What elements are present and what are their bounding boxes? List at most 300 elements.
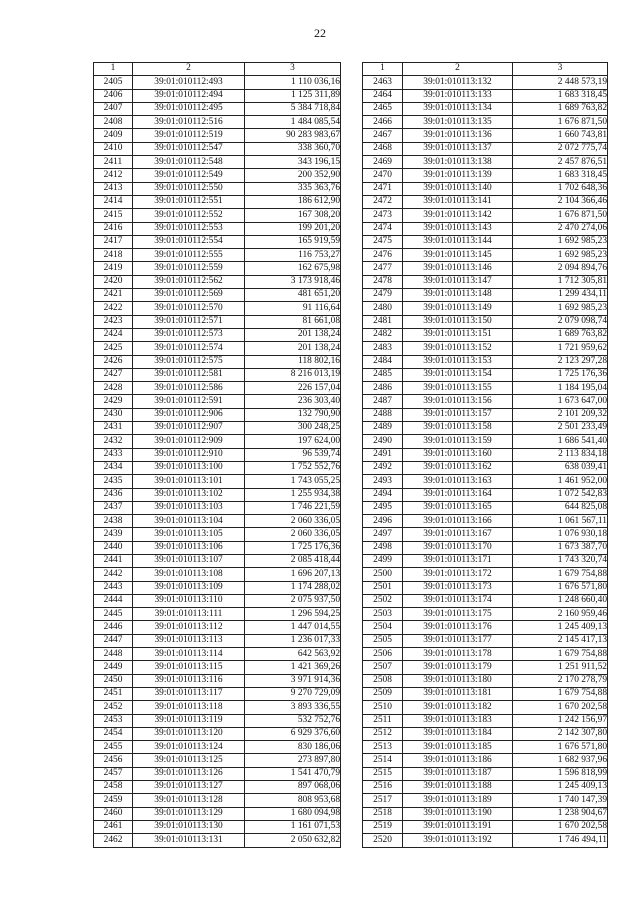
table-row xyxy=(363,435,608,448)
table-row xyxy=(363,156,608,169)
table-row xyxy=(363,408,608,421)
cadastral-value: 201 138,24 xyxy=(245,342,341,355)
table-row xyxy=(363,328,608,341)
table-row xyxy=(363,621,608,634)
cadastral-value: 2 075 937,50 xyxy=(245,594,341,607)
row-number: 2470 xyxy=(363,169,403,182)
row-number: 2496 xyxy=(363,515,403,528)
row-number: 2467 xyxy=(363,129,403,142)
cadastral-number: 39:01:010112:573 xyxy=(133,328,245,341)
cadastral-value: 1 110 036,16 xyxy=(245,76,341,89)
row-number: 2416 xyxy=(94,222,133,235)
row-number: 2461 xyxy=(94,820,133,833)
table-row xyxy=(94,195,341,208)
cadastral-number: 39:01:010113:130 xyxy=(133,820,245,833)
cadastral-number: 39:01:010113:118 xyxy=(133,701,245,714)
table-row xyxy=(363,515,608,528)
cadastral-value: 2 104 366,46 xyxy=(513,195,608,208)
cadastral-number: 39:01:010113:126 xyxy=(133,767,245,780)
table-row xyxy=(94,89,341,102)
cadastral-value: 2 142 307,80 xyxy=(513,727,608,740)
cadastral-number: 39:01:010113:111 xyxy=(133,608,245,621)
row-number: 2462 xyxy=(94,834,133,847)
table-row xyxy=(94,515,341,528)
row-number: 2476 xyxy=(363,249,403,262)
cadastral-value: 1 686 541,40 xyxy=(513,435,608,448)
table-row xyxy=(94,275,341,288)
cadastral-number: 39:01:010112:909 xyxy=(133,435,245,448)
row-number: 2500 xyxy=(363,568,403,581)
row-number: 2492 xyxy=(363,461,403,474)
row-number: 2510 xyxy=(363,701,403,714)
table-row xyxy=(94,501,341,514)
table-row xyxy=(363,554,608,567)
cadastral-value: 1 725 176,36 xyxy=(245,541,341,554)
cadastral-number: 39:01:010113:192 xyxy=(403,834,513,847)
row-number: 2410 xyxy=(94,142,133,155)
table-row xyxy=(363,355,608,368)
cadastral-value: 2 501 233,49 xyxy=(513,422,608,435)
cadastral-number: 39:01:010113:101 xyxy=(133,475,245,488)
table-row xyxy=(94,116,341,129)
cadastral-number: 39:01:010113:187 xyxy=(403,767,513,780)
row-number: 2425 xyxy=(94,342,133,355)
row-number: 2453 xyxy=(94,714,133,727)
table-row xyxy=(363,501,608,514)
header-row xyxy=(363,63,608,76)
row-number: 2494 xyxy=(363,488,403,501)
table-row xyxy=(363,634,608,647)
table-row xyxy=(363,541,608,554)
row-number: 2484 xyxy=(363,355,403,368)
cadastral-value: 2 050 632,82 xyxy=(245,834,341,847)
cadastral-number: 39:01:010112:551 xyxy=(133,195,245,208)
cadastral-value: 200 352,90 xyxy=(245,169,341,182)
row-number: 2443 xyxy=(94,581,133,594)
row-number: 2424 xyxy=(94,328,133,341)
row-number: 2506 xyxy=(363,648,403,661)
table-row xyxy=(363,661,608,674)
cadastral-value: 481 651,20 xyxy=(245,289,341,302)
table-row xyxy=(94,355,341,368)
row-number: 2439 xyxy=(94,528,133,541)
cadastral-number: 39:01:010113:140 xyxy=(403,182,513,195)
cadastral-value: 5 384 718,84 xyxy=(245,102,341,115)
cadastral-number: 39:01:010113:180 xyxy=(403,674,513,687)
cadastral-value: 1 683 318,45 xyxy=(513,89,608,102)
cadastral-number: 39:01:010113:117 xyxy=(133,687,245,700)
table-row xyxy=(363,714,608,727)
row-number: 2473 xyxy=(363,209,403,222)
cadastral-value: 642 563,92 xyxy=(245,648,341,661)
cadastral-number: 39:01:010113:150 xyxy=(403,315,513,328)
row-number: 2483 xyxy=(363,342,403,355)
cadastral-value: 1 670 202,58 xyxy=(513,701,608,714)
row-number: 2498 xyxy=(363,541,403,554)
column-header: 1 xyxy=(363,63,403,76)
row-number: 2432 xyxy=(94,435,133,448)
row-number: 2417 xyxy=(94,235,133,248)
cadastral-value: 1 184 195,04 xyxy=(513,382,608,395)
table-row xyxy=(94,781,341,794)
cadastral-value: 2 170 278,79 xyxy=(513,674,608,687)
table-row xyxy=(94,820,341,833)
cadastral-value: 1 076 930,18 xyxy=(513,528,608,541)
table-row xyxy=(94,581,341,594)
cadastral-value: 226 157,04 xyxy=(245,382,341,395)
table-row xyxy=(94,634,341,647)
table-row xyxy=(94,395,341,408)
cadastral-number: 39:01:010113:133 xyxy=(403,89,513,102)
cadastral-value: 162 675,98 xyxy=(245,262,341,275)
cadastral-value: 1 752 552,76 xyxy=(245,461,341,474)
cadastral-value: 1 679 754,88 xyxy=(513,687,608,700)
cadastral-value: 1 541 470,79 xyxy=(245,767,341,780)
cadastral-value: 532 752,76 xyxy=(245,714,341,727)
row-number: 2445 xyxy=(94,608,133,621)
row-number: 2438 xyxy=(94,515,133,528)
cadastral-value: 1 676 571,80 xyxy=(513,741,608,754)
cadastral-number: 39:01:010113:157 xyxy=(403,408,513,421)
row-number: 2509 xyxy=(363,687,403,700)
cadastral-number: 39:01:010113:144 xyxy=(403,235,513,248)
cadastral-number: 39:01:010113:167 xyxy=(403,528,513,541)
cadastral-number: 39:01:010113:155 xyxy=(403,382,513,395)
cadastral-value: 1 689 763,82 xyxy=(513,102,608,115)
cadastral-number: 39:01:010113:112 xyxy=(133,621,245,634)
cadastral-value: 1 673 387,70 xyxy=(513,541,608,554)
cadastral-number: 39:01:010113:191 xyxy=(403,820,513,833)
cadastral-number: 39:01:010113:163 xyxy=(403,475,513,488)
cadastral-value: 1 670 202,58 xyxy=(513,820,608,833)
cadastral-value: 1 174 288,02 xyxy=(245,581,341,594)
cadastral-number: 39:01:010113:172 xyxy=(403,568,513,581)
column-header: 1 xyxy=(94,63,133,76)
row-number: 2474 xyxy=(363,222,403,235)
table-row xyxy=(363,262,608,275)
table-row xyxy=(363,648,608,661)
row-number: 2458 xyxy=(94,781,133,794)
column-header: 2 xyxy=(133,63,245,76)
row-number: 2454 xyxy=(94,727,133,740)
row-number: 2468 xyxy=(363,142,403,155)
table-row xyxy=(94,568,341,581)
row-number: 2413 xyxy=(94,182,133,195)
cadastral-number: 39:01:010112:548 xyxy=(133,156,245,169)
table-body-right xyxy=(363,76,608,847)
row-number: 2493 xyxy=(363,475,403,488)
table-row xyxy=(363,807,608,820)
cadastral-number: 39:01:010113:132 xyxy=(403,76,513,89)
row-number: 2466 xyxy=(363,116,403,129)
cadastral-value: 186 612,90 xyxy=(245,195,341,208)
cadastral-value: 1 692 985,23 xyxy=(513,249,608,262)
cadastral-number: 39:01:010113:177 xyxy=(403,634,513,647)
cadastral-number: 39:01:010113:131 xyxy=(133,834,245,847)
cadastral-value: 165 919,59 xyxy=(245,235,341,248)
table-row xyxy=(363,422,608,435)
cadastral-number: 39:01:010113:129 xyxy=(133,807,245,820)
cadastral-number: 39:01:010113:145 xyxy=(403,249,513,262)
row-number: 2482 xyxy=(363,328,403,341)
table-row xyxy=(363,222,608,235)
cadastral-number: 39:01:010112:569 xyxy=(133,289,245,302)
table-row xyxy=(363,727,608,740)
table-row xyxy=(94,328,341,341)
table-row xyxy=(94,807,341,820)
row-number: 2426 xyxy=(94,355,133,368)
column-header: 3 xyxy=(245,63,341,76)
table-row xyxy=(363,781,608,794)
cadastral-value: 1 746 494,11 xyxy=(513,834,608,847)
cadastral-value: 1 679 754,88 xyxy=(513,648,608,661)
row-number: 2501 xyxy=(363,581,403,594)
cadastral-value: 1 299 434,11 xyxy=(513,289,608,302)
cadastral-value: 201 138,24 xyxy=(245,328,341,341)
cadastral-value: 1 242 156,97 xyxy=(513,714,608,727)
row-number: 2502 xyxy=(363,594,403,607)
table-row xyxy=(363,395,608,408)
cadastral-number: 39:01:010112:516 xyxy=(133,116,245,129)
cadastral-number: 39:01:010112:906 xyxy=(133,408,245,421)
cadastral-number: 39:01:010112:586 xyxy=(133,382,245,395)
cadastral-number: 39:01:010113:114 xyxy=(133,648,245,661)
cadastral-value: 9 270 729,09 xyxy=(245,687,341,700)
cadastral-table-right xyxy=(362,62,608,848)
row-number: 2487 xyxy=(363,395,403,408)
cadastral-number: 39:01:010112:550 xyxy=(133,182,245,195)
row-number: 2429 xyxy=(94,395,133,408)
table-row xyxy=(363,209,608,222)
table-row xyxy=(363,568,608,581)
table-row xyxy=(94,222,341,235)
cadastral-number: 39:01:010113:184 xyxy=(403,727,513,740)
table-row xyxy=(94,435,341,448)
row-number: 2436 xyxy=(94,488,133,501)
cadastral-value: 1 245 409,13 xyxy=(513,781,608,794)
cadastral-value: 199 201,20 xyxy=(245,222,341,235)
cadastral-value: 1 236 017,33 xyxy=(245,634,341,647)
cadastral-number: 39:01:010113:119 xyxy=(133,714,245,727)
cadastral-number: 39:01:010112:554 xyxy=(133,235,245,248)
table-row xyxy=(363,382,608,395)
row-number: 2511 xyxy=(363,714,403,727)
row-number: 2428 xyxy=(94,382,133,395)
row-number: 2414 xyxy=(94,195,133,208)
row-number: 2520 xyxy=(363,834,403,847)
row-number: 2405 xyxy=(94,76,133,89)
row-number: 2481 xyxy=(363,315,403,328)
row-number: 2440 xyxy=(94,541,133,554)
cadastral-value: 1 660 743,81 xyxy=(513,129,608,142)
cadastral-number: 39:01:010113:120 xyxy=(133,727,245,740)
row-number: 2437 xyxy=(94,501,133,514)
header-row xyxy=(94,63,341,76)
table-row xyxy=(363,608,608,621)
table-row xyxy=(363,195,608,208)
table-row xyxy=(363,461,608,474)
cadastral-value: 1 746 221,59 xyxy=(245,501,341,514)
cadastral-value: 1 721 959,62 xyxy=(513,342,608,355)
cadastral-number: 39:01:010113:100 xyxy=(133,461,245,474)
row-number: 2455 xyxy=(94,741,133,754)
cadastral-value: 1 692 985,23 xyxy=(513,235,608,248)
row-number: 2444 xyxy=(94,594,133,607)
cadastral-value: 1 680 094,98 xyxy=(245,807,341,820)
cadastral-value: 132 790,90 xyxy=(245,408,341,421)
row-number: 2505 xyxy=(363,634,403,647)
cadastral-value: 830 186,06 xyxy=(245,741,341,754)
cadastral-number: 39:01:010112:571 xyxy=(133,315,245,328)
row-number: 2507 xyxy=(363,661,403,674)
row-number: 2518 xyxy=(363,807,403,820)
cadastral-value: 1 245 409,13 xyxy=(513,621,608,634)
cadastral-value: 1 712 305,81 xyxy=(513,275,608,288)
table-row xyxy=(94,727,341,740)
table-row xyxy=(94,648,341,661)
row-number: 2431 xyxy=(94,422,133,435)
cadastral-number: 39:01:010112:581 xyxy=(133,368,245,381)
cadastral-number: 39:01:010113:106 xyxy=(133,541,245,554)
cadastral-value: 1 676 571,80 xyxy=(513,581,608,594)
row-number: 2514 xyxy=(363,754,403,767)
table-row xyxy=(94,488,341,501)
row-number: 2427 xyxy=(94,368,133,381)
table-row xyxy=(94,235,341,248)
table-row xyxy=(363,701,608,714)
row-number: 2435 xyxy=(94,475,133,488)
cadastral-number: 39:01:010113:179 xyxy=(403,661,513,674)
row-number: 2499 xyxy=(363,554,403,567)
cadastral-number: 39:01:010113:183 xyxy=(403,714,513,727)
row-number: 2503 xyxy=(363,608,403,621)
cadastral-value: 236 303,40 xyxy=(245,395,341,408)
page-number: 22 xyxy=(314,26,326,40)
cadastral-number: 39:01:010112:574 xyxy=(133,342,245,355)
table-row xyxy=(94,594,341,607)
table-row xyxy=(94,142,341,155)
cadastral-value: 2 060 336,05 xyxy=(245,528,341,541)
cadastral-number: 39:01:010113:165 xyxy=(403,501,513,514)
row-number: 2441 xyxy=(94,554,133,567)
cadastral-value: 808 953,68 xyxy=(245,794,341,807)
row-number: 2516 xyxy=(363,781,403,794)
cadastral-number: 39:01:010112:493 xyxy=(133,76,245,89)
cadastral-value: 1 743 320,74 xyxy=(513,554,608,567)
cadastral-value: 2 448 573,19 xyxy=(513,76,608,89)
row-number: 2434 xyxy=(94,461,133,474)
table-row xyxy=(94,687,341,700)
cadastral-number: 39:01:010113:164 xyxy=(403,488,513,501)
row-number: 2408 xyxy=(94,116,133,129)
row-number: 2512 xyxy=(363,727,403,740)
row-number: 2464 xyxy=(363,89,403,102)
cadastral-number: 39:01:010113:102 xyxy=(133,488,245,501)
cadastral-value: 118 802,16 xyxy=(245,355,341,368)
cadastral-number: 39:01:010113:159 xyxy=(403,435,513,448)
table-row xyxy=(94,475,341,488)
table-body-left xyxy=(94,76,341,847)
row-number: 2489 xyxy=(363,422,403,435)
table-row xyxy=(94,422,341,435)
table-row xyxy=(363,741,608,754)
row-number: 2465 xyxy=(363,102,403,115)
table-row xyxy=(363,475,608,488)
table-row xyxy=(94,169,341,182)
cadastral-value: 3 971 914,36 xyxy=(245,674,341,687)
cadastral-value: 1 296 594,25 xyxy=(245,608,341,621)
cadastral-value: 116 753,27 xyxy=(245,249,341,262)
row-number: 2472 xyxy=(363,195,403,208)
cadastral-number: 39:01:010113:110 xyxy=(133,594,245,607)
table-row xyxy=(363,182,608,195)
row-number: 2477 xyxy=(363,262,403,275)
row-number: 2497 xyxy=(363,528,403,541)
table-row xyxy=(94,541,341,554)
cadastral-number: 39:01:010113:128 xyxy=(133,794,245,807)
row-number: 2478 xyxy=(363,275,403,288)
table-row xyxy=(363,368,608,381)
cadastral-number: 39:01:010113:174 xyxy=(403,594,513,607)
cadastral-number: 39:01:010112:494 xyxy=(133,89,245,102)
cadastral-number: 39:01:010113:134 xyxy=(403,102,513,115)
table-row xyxy=(94,767,341,780)
row-number: 2495 xyxy=(363,501,403,514)
row-number: 2418 xyxy=(94,249,133,262)
cadastral-number: 39:01:010112:553 xyxy=(133,222,245,235)
cadastral-value: 1 484 085,54 xyxy=(245,116,341,129)
cadastral-number: 39:01:010113:190 xyxy=(403,807,513,820)
row-number: 2469 xyxy=(363,156,403,169)
cadastral-value: 1 692 985,23 xyxy=(513,302,608,315)
table-row xyxy=(94,156,341,169)
cadastral-number: 39:01:010113:175 xyxy=(403,608,513,621)
table-row xyxy=(363,448,608,461)
cadastral-number: 39:01:010113:186 xyxy=(403,754,513,767)
cadastral-number: 39:01:010112:547 xyxy=(133,142,245,155)
cadastral-number: 39:01:010112:495 xyxy=(133,102,245,115)
cadastral-value: 91 116,64 xyxy=(245,302,341,315)
row-number: 2433 xyxy=(94,448,133,461)
cadastral-number: 39:01:010113:185 xyxy=(403,741,513,754)
row-number: 2446 xyxy=(94,621,133,634)
table-row xyxy=(94,262,341,275)
cadastral-value: 1 125 311,89 xyxy=(245,89,341,102)
row-number: 2486 xyxy=(363,382,403,395)
cadastral-value: 1 696 207,13 xyxy=(245,568,341,581)
table-row xyxy=(94,554,341,567)
table-row xyxy=(94,461,341,474)
cadastral-number: 39:01:010113:143 xyxy=(403,222,513,235)
table-row xyxy=(94,794,341,807)
cadastral-value: 1 061 567,11 xyxy=(513,515,608,528)
cadastral-number: 39:01:010113:127 xyxy=(133,781,245,794)
cadastral-value: 273 897,80 xyxy=(245,754,341,767)
row-number: 2419 xyxy=(94,262,133,275)
cadastral-value: 1 743 055,25 xyxy=(245,475,341,488)
cadastral-value: 197 624,00 xyxy=(245,435,341,448)
cadastral-number: 39:01:010113:135 xyxy=(403,116,513,129)
cadastral-number: 39:01:010113:138 xyxy=(403,156,513,169)
row-number: 2508 xyxy=(363,674,403,687)
cadastral-value: 2 160 959,46 xyxy=(513,608,608,621)
cadastral-value: 3 893 336,55 xyxy=(245,701,341,714)
row-number: 2412 xyxy=(94,169,133,182)
cadastral-value: 96 539,74 xyxy=(245,448,341,461)
table-row xyxy=(94,209,341,222)
row-number: 2504 xyxy=(363,621,403,634)
cadastral-value: 1 248 660,40 xyxy=(513,594,608,607)
